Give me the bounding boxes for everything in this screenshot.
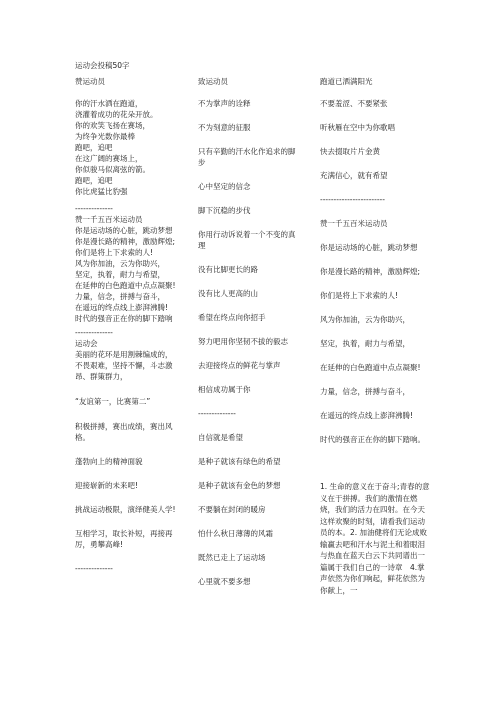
poem-title-sports-meet: 运动会 <box>75 339 98 348</box>
poem-line: 脚下沉稳的步伐 <box>198 206 251 215</box>
poem-line: 你是运动场的心脏，跳动梦想 <box>320 243 418 252</box>
poem-line: 听秋雁在空中为你歌唱 <box>320 123 395 132</box>
poem-line: 没有比脚更长的路 <box>198 265 258 274</box>
slogan-line: 积极拼搏，赛出成绩，赛出风 格。 <box>75 422 173 442</box>
poem-line: 不要羞涩、不要紧张 <box>320 99 388 108</box>
poem-line: 既然已走上了运动场 <box>198 553 266 562</box>
divider: ------------------------ <box>320 195 385 204</box>
poem-line: 快去掇取片片金黄 <box>320 147 380 156</box>
poem-line: 相信成功属于你 <box>198 385 251 394</box>
column-left <box>75 76 187 574</box>
poem-line: 时代的强音正在你的脚下踏响。 <box>320 435 425 444</box>
column-middle <box>198 76 308 587</box>
slogan-line: 挑战运动极限，演绎健美人学! <box>75 505 176 514</box>
poem-1500m: 你是运动场的心脏，跳动梦想 你是漫长路的精神，激励辉煌; 你们是将上下求索的人! 风为你加油，云为你助兴， 坚定，执着，耐力与希望， 在延伸的白色跑道中点点凝聚! 力量，信念，拼搏与奋斗， 在遥远的终点线上澎湃沸腾! 时代的强音正在你的脚下踏响 <box>75 226 176 323</box>
poem-title-1500m: 赞一千五百米运动员 <box>320 219 388 228</box>
poem-line: 不要躺在封闭的暖房 <box>198 505 266 514</box>
poem-line: 你们是将上下求索的人! <box>320 291 399 300</box>
poem-line: 去迎接终点的鲜花与掌声 <box>198 361 281 370</box>
paragraph-cheer: 1. 生命的意义在于奋斗;青春的意义在于拼搏。我们的激情在燃烧，我们的活力在四射。在今天这样欢聚的时刻，请看我们运动员的本。2. 加油健将们无论成败输赢去吧和汗水与泥土和着眼泪与热血在蓝天白云下共同谱出一篇属于我们自己的一诗章 4.掌声依然为你们响起，鲜花依然为你献上，一 <box>320 482 430 595</box>
poem-line: 是种子就该有绿色的希望 <box>198 457 281 466</box>
poem-line: 是种子就该有金色的梦想 <box>198 481 281 490</box>
poem-line: 不为刻意的征服 <box>198 123 251 132</box>
poem-sweat-on-track: 你的汗水洒在跑道， 浇灌着成功的花朵开放。 你的欢笑飞扬在赛场， 为终争光数你最棒 跑吧，追吧 在这广阔的赛场上， 你似骏马似离弦的箭。 跑吧，追吧 你比虎猛比豹强 <box>75 99 158 196</box>
divider: -------------- <box>75 204 113 213</box>
poem-line: 不为掌声的诠释 <box>198 99 251 108</box>
poem-line: 没有比人更高的山 <box>198 289 258 298</box>
slogan-line: 蓬勃向上的精神面貌 <box>75 457 143 466</box>
poem-line: 风为你加油，云为你助兴， <box>320 315 410 324</box>
poem-line: 希望在终点向你招手 <box>198 313 266 322</box>
poem-sports-meet: 美丽的花环是用割棘编成的， 不畏艰难，坚持不懈，斗志激 昂、群策群力， <box>75 350 173 381</box>
poem-line: 自信就是希望 <box>198 433 243 442</box>
poem-line: 在延伸的白色跑道中点点凝聚! <box>320 363 421 372</box>
poem-title-to-athletes: 致运动员 <box>198 77 228 86</box>
poem-title-praise-athletes: 赞运动员 <box>75 77 105 86</box>
poem-line: 怕什么秋日薄薄的风霜 <box>198 529 273 538</box>
divider: -------------- <box>75 564 113 573</box>
poem-line: 心中坚定的信念 <box>198 182 251 191</box>
slogan-friendship-first: “友谊第一，比赛第二” <box>75 397 151 406</box>
poem-line: 只有辛勤的汗水化作追求的脚 步 <box>198 147 296 167</box>
poem-line: 充满信心，就有希望 <box>320 171 388 180</box>
slogan-line: 互相学习，取长补短，再接再 厉，勇攀高峰! <box>75 529 173 549</box>
divider: -------------- <box>198 409 236 418</box>
poem-title-sunny-track: 跑道已洒满阳光 <box>320 77 373 86</box>
poem-line: 你是漫长路的精神，激励辉煌; <box>320 267 421 276</box>
document-heading: 运动会投稿50字 <box>75 61 130 70</box>
poem-line: 心里就不要多想 <box>198 577 251 586</box>
poem-line: 你用行动诉说着一个不变的真 理 <box>198 230 296 250</box>
slogan-line: 迎接崭新的未来吧! <box>75 481 139 490</box>
poem-title-1500m: 赞一千五百米运动员 <box>75 215 143 224</box>
poem-line: 坚定，执着，耐力与希望， <box>320 339 410 348</box>
poem-line: 力量，信念，拼搏与奋斗， <box>320 387 410 396</box>
poem-line: 在遥远的终点线上澎湃沸腾! <box>320 411 414 420</box>
divider: -------------- <box>75 328 113 337</box>
poem-line: 努力吧用你坚韧不拔的毅志 <box>198 337 288 346</box>
column-right <box>320 76 430 596</box>
